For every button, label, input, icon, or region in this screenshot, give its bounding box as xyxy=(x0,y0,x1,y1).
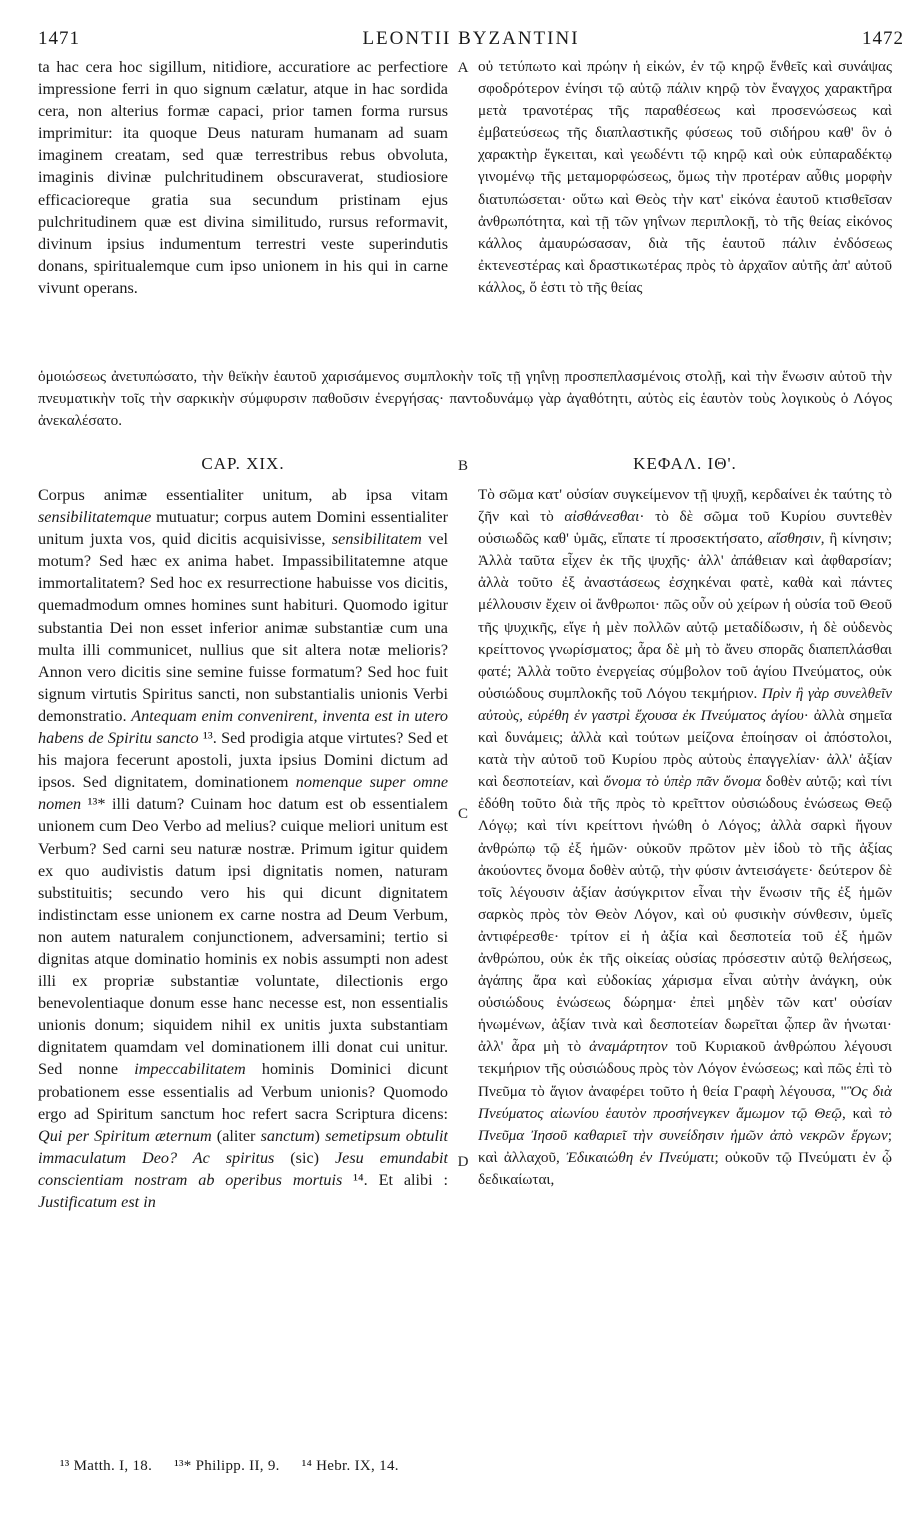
text-run: ¹³* illi datum? Cuinam hoc datum est ob essentialem unionem cum Deo Verbo ad melius? cuique meliori unitum est Verbum? Sed carni seu naturæ nostræ. Primum igitur quidem ex quo audivistis datum ipsi dignitatis nomen, naturam substituitis; secundo vero his qui dicunt dignitatem indistinctam esse unionem ex carne nostra ad Deum Verbum, non autem naturalem conjunctionem, adversamini; tertio si dignitas atque dominatio hominis ex nobis assumpti non adest illi ex propriæ substantiæ voluntate, dilectionis ergo benevolentiaque donum esse hanc necesse est, non essentialis unionis donum; siquidem nihil ex unitis juxta substantiam dignitatem quamdam vel dominationem illi donat cui unitur. Sed nonne xyxy=(38,795,448,1079)
column-number-left: 1471 xyxy=(38,28,80,49)
margin-marker-c: C xyxy=(457,806,468,822)
italic-run: Πρὶν ἢ γὰρ συνελθεῖν αὐτοὺς, εὑρέθη ἐν γαστρὶ ἔχουσα ἐκ Πνεύματος ἁγίου xyxy=(478,684,892,724)
italic-run: sensibilitatem xyxy=(331,530,422,549)
italic-run: Antequam enim convenirent, inventa est in utero habens de Spiritu sancto xyxy=(38,706,448,748)
footnote: ¹³* Philipp. II, 9. xyxy=(174,1458,280,1474)
text-run: ¹³. Sed prodigia atque virtutes? Sed et his majora fecerunt apostoli, juxta ipsius Domini dictum ad ipsos. Sed dignitatem, dominationem xyxy=(38,729,448,792)
greek-column-top xyxy=(478,56,892,366)
text-run: · ἀλλὰ σημεῖα καὶ δυνάμεις; ἀλλὰ καὶ τούτων μείζονα ἐποίησαν οἱ ἀπόστολοι, κατὰ τὴν αὐτοῦ τοῦ Κυρίου πρὸς αὐτοὺς ἐπαγγελίαν· ἀλλ' ἀξίαν καὶ δεσποτείαν, καὶ xyxy=(478,706,892,791)
italic-run: nomenque super omne nomen xyxy=(38,773,448,814)
text-run: vel motum? Sed hæc ex anima habet. Impassibilitatemne atque immortalitatem? Sed hoc ex resurrectione habuisse vos dicitis, quemadmodum omnes homines sunt habituri. Quomodo igitur substantia Dei non esset inferior animæ substantiæ cum una multa illi communicet, nullius que sit altera notæ melioris? Annon vero dicitis sine semine fuisse formatum? Sed hoc fuit signum virtutis Spiritus sancti, non substantialis unionis Verbi demonstratio. xyxy=(38,530,448,725)
italic-run: Ἐδικαιώθη ἐν Πνεύματι xyxy=(566,1148,715,1166)
text-run: (aliter xyxy=(211,1126,261,1145)
italic-run: semetipsum obtulit immaculatum Deo? Ac spiritus xyxy=(38,1126,448,1167)
italic-run: τὸ Πνεῦμα Ἰησοῦ καθαριεῖ τὴν συνείδησιν ἡμῶν ἀπὸ νεκρῶν ἔργων xyxy=(478,1104,892,1144)
text-run: ; οὐκοῦν τῷ Πνεύματι ἐν ᾧ δεδικαίωται, xyxy=(478,1148,892,1188)
italic-run: sensibilitatemque xyxy=(38,508,152,527)
greek-paragraph-top: οὐ τετύπωτο καὶ πρώην ἡ εἰκών, ἐν τῷ κηρῷ ἔνθεῖς καὶ συνάψας σφοδρότερον ἐνίησι τῷ αὐτῷ πάλιν κηρῷ τὸν ἔναγχος χαρακτῆρα μετὰ τρανοτέρας τῆς παραθέσεως καὶ προσενώσεως καὶ ἐμβατεύσεως τῆς διαπλαστικῆς φύσεως τοῦ σιδήρου καθ' ὃν ὁ χαρακτὴρ ἔγκειται, καὶ γεωδέντι τῷ κηρῷ καὶ οὐκ εὐπαραδέκτῳ γινομένῳ τῆς μεταμορφώσεως, ὅμως τὴν προτέραν αὖθις μορφὴν διατυπώσεται· οὕτω καὶ Θεὸς τὴν κατ' εἰκόνα ἑαυτοῦ κτισθεῖσαν ἀνθρωπότητα, καὶ τῇ τῶν γηΐνων περιπλοκῇ, τὸ τῆς θείας εἰκόνος κάλλος ἀμαυρώσασαν, διὰ τῆς ἑαυτοῦ πάλιν ἐνδόσεως ἐκτενεστέρας καὶ δραστικωτέρας πρὸς τὸ ἀρχαῖον αὐτῆς ἀπ' αὐτοῦ κάλλος, ὅ ἐστι τὸ τῆς θείας xyxy=(478,58,892,296)
italic-run: sanctum xyxy=(260,1126,315,1145)
footnotes xyxy=(60,1458,417,1475)
text-run: τοῦ Κυριακοῦ ἀνθρώπου λέγουσι τεκμήριον τῆς οὐσιώδους πρὸς τὸν Λόγον ἑνώσεως; καὶ πῶς ἐπὶ τὸ Πνεῦμα τὸ ἅγιον ἀναφέρει τοῦτο ἡ θεία Γραφὴ λέγουσα, " xyxy=(478,1038,892,1100)
italic-run: αἴσθησιν xyxy=(767,530,821,548)
text-run: Corpus animæ essentialiter unitum, ab ipsa vitam xyxy=(38,486,448,504)
text-run: (sic) xyxy=(274,1148,335,1167)
italic-run: ὄνομα τὸ ὑπὲρ πᾶν ὄνομα xyxy=(603,773,762,791)
italic-run: ἀναμάρτητον xyxy=(589,1038,668,1056)
italic-run: Justificatum est in xyxy=(38,1193,156,1211)
greek-body-paragraph xyxy=(478,484,892,1191)
page-header xyxy=(38,28,904,56)
chapter-heading-greek: ΚΕΦΑΛ. ΙΘ'. xyxy=(633,454,737,473)
latin-body-paragraph xyxy=(38,484,448,1213)
latin-column-top xyxy=(38,56,448,366)
text-run: hominis Dominici dicunt probationem esse essentialis ad Verbum unionis? Quomodo ergo ad Spiritum sanctum hoc refert sacra Scriptura dicens: xyxy=(38,1060,448,1123)
column-number-right: 1472 xyxy=(862,28,904,49)
latin-paragraph-top: ta hac cera hoc sigillum, nitidiore, accuratiore ac perfectiore impressione ferri in quo signum cælatur, atque in hac sordida cera, non alterius formæ capaci, prior tamen forma rursus imprimitur: ita quoque Deus naturam humanam ad suam imaginem creatam, sed quæ terrestribus rebus obvoluta, imaginis divinæ pulchritudinem obscuraverat, studiosiore efficacioreque gratia sua secundum pristinam ejus pulchritudinem quæ est divina similitudo, rursus reformavit, divinum ipsius indumentum terrestri veste superindutis donans, spiritualemque cum ipso unionem in his qui in carne vivunt operans. xyxy=(38,58,448,297)
greek-full-width-paragraph: ὁμοιώσεως ἀνετυπώσατο, τὴν θεϊκὴν ἑαυτοῦ χαρισάμενος συμπλοκὴν τοῖς τῇ γηΐνῃ προσπεπλασμένοις στολῇ, καὶ τὴν ἕνωσιν αὐτοῦ τὴν πνευματικὴν τοῖς τὴν σαρκικὴν σύμφυρσιν παθοῦσιν ἐνεργήσας· παντοδυνάμῳ γὰρ ἀγαθότητι, αὐτὸς εἰς ἑαυτὸν τοὺς λογικοὺς ὁ Λόγος ἀνεκαλέσατο. xyxy=(38,368,892,430)
latin-column-body xyxy=(38,484,448,1426)
text-run: , ἢ κίνησιν; Ἀλλὰ ταῦτα εἶχεν ἐκ τῆς ψυχῆς· ἀλλ' ἀπάθειαν καὶ ἀφθαρσίαν; ἀλλὰ τοῦτο ἐξ ἀναστάσεως ἐσχηκέναι φατὲ, καθὰ καὶ πάντες μέλλουσιν ἔχειν οἱ ἄνθρωποι· πῶς οὖν οὐ χείρων ἡ οὐσία τοῦ Θεοῦ τῆς ψυχικῆς, εἴγε ἡ μὲν πολλῶν αὐτῷ μεταδίδωσιν, ἡ δὲ οὐδενὸς κρείττονος γνωρίσματος; ἆρα δὲ μὴ τὸ ἄνευ σπορᾶς διαπεπλάσθαι φατέ; Ἀλλὰ τοῦτο ἐνεργείας σύμβολον τοῦ ἁγίου Πνεύματος, οὐκ οὐσιώδους συμπλοκῆς τοῦ Λόγου τεκμήριον. xyxy=(478,530,892,702)
text-run: ¹⁴. Et alibi : xyxy=(342,1170,448,1189)
text-run: δοθὲν αὐτῷ; καὶ τίνι ἐδόθη τοῦτο διὰ τῆς πρὸς τὸ κρεῖττον οὐσιώδους ἑνώσεως Θεῷ Λόγῳ; καὶ τίνι κρείττονι ἡνώθη ὁ Λόγος; ἀλλὰ σαρκὶ ἤγουν ἀνθρώπῳ τῷ ἐξ ἡμῶν· οὐκοῦν πρῶτον μὲν ἰδοὺ τὸ τῆς ἀξίας ἀκούοντες ὄνομα δοθὲν αὐτῷ, τὴν φύσιν ἀντεισάγετε· δεύτερον δὲ τοῖς λέγουσιν ἀξίαν ἀσύγκριτον εἶναι τὴν ἕνωσιν τῆς ἐξ ἡμῶν σαρκὸς πρὸς τὸν Θεὸν Λόγον, καὶ οὐ φυσικὴν σύνθεσιν, ὑμεῖς ἀντιφέρεσθε· τρίτον εἰ ἡ ἀξία καὶ δεσποτεία τοῦ ἐξ ἡμῶν ἀνθρώπου, οὐκ ἐκ τῆς οἰκείας οὐσίας πρόσεστιν αὐτῷ θελήσεως, ἀγάπης ἄρα καὶ εὐδοκίας χάρισμα εἶναι αὐτὴν ἀνάγκη, οὐκ οὐσιώδους ἑνώσεως δώρημα· ἐπεὶ μηδὲν τῶν κατ' οὐσίαν ἡνωμένων, ἀξίαν τινὰ καὶ δεσποτείαν δωρεῖται ᾧπερ ἂν ἡνωται· ἀλλ' ἆρα μὴ τὸ xyxy=(478,773,892,1056)
footnote: ¹⁴ Hebr. IX, 14. xyxy=(301,1458,399,1474)
text-run: , καὶ xyxy=(841,1104,879,1122)
text-run: · τὸ δὲ σῶμα τοῦ Κυρίου συντεθὲν οὐσιωδῶς καθ' ὑμᾶς, εἴπατε τί προσεκτήσατο, xyxy=(478,508,892,548)
greek-column-body xyxy=(478,484,892,1426)
footnote: ¹³ Matth. I, 18. xyxy=(60,1458,153,1474)
italic-run: αἰσθάνεσθαι xyxy=(564,508,640,526)
text-run: ) xyxy=(314,1126,326,1145)
italic-run: Qui per Spiritum æternum xyxy=(38,1126,212,1145)
margin-marker-d: D xyxy=(457,1154,469,1170)
italic-run: Ὃς διὰ Πνεύματος αἰωνίου ἑαυτὸν προσήνεγκεν ἄμωμον τῷ Θεῷ xyxy=(478,1082,892,1122)
chapter-heading-latin: CAP. XIX. xyxy=(201,454,285,473)
margin-marker-b: B xyxy=(457,458,468,474)
margin-marker-a: A xyxy=(457,60,469,76)
italic-run: Jesu emundabit conscientiam nostram ab operibus mortuis xyxy=(38,1148,448,1189)
text-run: Τὸ σῶμα κατ' οὐσίαν συγκείμενον τῇ ψυχῇ, κερδαίνει ἐκ ταύτης τὸ ζῆν καὶ τὸ xyxy=(478,486,892,526)
text-run: mutuatur; corpus autem Domini essentialiter unitum juxta vos, quid dicitis acquisivisse, xyxy=(38,508,448,549)
text-run: ; καὶ ἀλλαχοῦ, xyxy=(478,1126,892,1166)
italic-run: impeccabilitatem xyxy=(134,1060,246,1079)
running-title: LEONTII BYZANTINI xyxy=(362,28,580,49)
